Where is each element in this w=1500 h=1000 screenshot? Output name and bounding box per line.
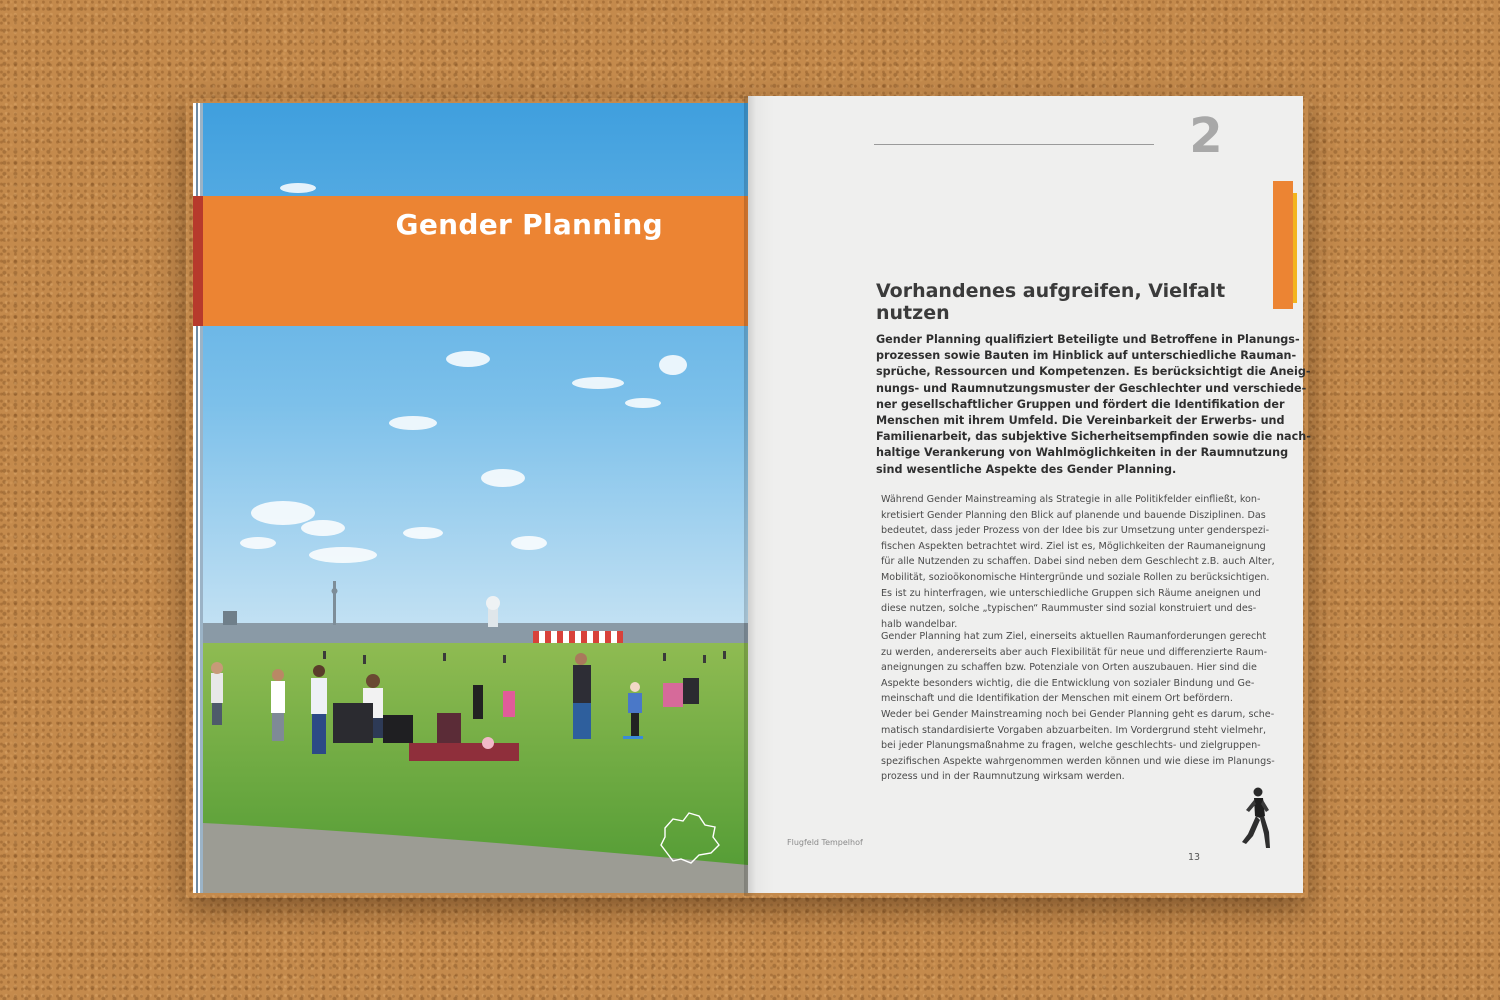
body-line: Gender Planning hat zum Ziel, einerseits aktuellen Raumanforderungen gerecht (881, 631, 1267, 642)
lead-line: haltige Verankerung von Wahlmöglichkeiten in der Raumnutzung (876, 446, 1289, 460)
body-paragraph-3 (881, 707, 1275, 785)
header-rule (874, 144, 1154, 145)
body-paragraph-2 (881, 629, 1268, 707)
lead-line: Menschen mit ihrem Umfeld. Die Vereinbarkeit der Erwerbs- und (876, 414, 1285, 428)
left-page (193, 103, 748, 893)
lead-line: ner gesellschaftlicher Gruppen und fördert die Identifikation der (876, 397, 1285, 411)
page-number: 13 (1188, 852, 1201, 863)
section-title: Gender Planning (395, 208, 663, 241)
body-line: diese nutzen, solche „typischen“ Raummuster sind sozial konstruiert und des- (881, 603, 1257, 615)
lead-line: Familienarbeit, das subjektive Sicherheitsempfinden sowie die nach- (876, 430, 1311, 444)
body-line: spezifischen Aspekte wahrgenommen werden können und wie diese im Planungs- (881, 755, 1275, 767)
booklet-spine (744, 96, 774, 896)
body-line: Aspekte besonders wichtig, die die Entwicklung von sozialer Bindung und Ge- (881, 677, 1255, 689)
photo-caption: Flugfeld Tempelhof (787, 838, 863, 847)
body-line: kretisiert Gender Planning den Blick auf planende und bauende Disziplinen. Das (881, 509, 1266, 521)
body-line: fischen Aspekten betrachtet wird. Ziel ist es, Möglichkeiten der Raumaneignung (881, 540, 1266, 552)
body-line: prozess und in der Raumnutzung wirksam werden. (881, 771, 1125, 783)
lead-paragraph (876, 332, 1311, 478)
body-line: bedeutet, dass jeder Prozess von der Idee bis zur Umsetzung unter genderspezi- (881, 525, 1270, 537)
lead-line: nungs- und Raumnutzungsmuster der Geschlechter und verschiede- (876, 381, 1307, 395)
body-line: Während Gender Mainstreaming als Strategie in alle Politikfelder einfließt, kon- (881, 494, 1261, 505)
body-line: für alle Nutzenden zu schaffen. Dabei sind neben dem Geschlecht z.B. auch Alter, (881, 556, 1275, 568)
body-paragraph-1 (881, 492, 1275, 632)
walking-person-icon (1238, 786, 1274, 854)
title-band-red-strip (193, 196, 203, 326)
body-line: Weder bei Gender Mainstreaming noch bei Gender Planning geht es darum, sche- (881, 709, 1275, 720)
chapter-number: 2 (1189, 108, 1223, 164)
body-line: meinschaft und die Identifikation der Menschen mit einem Ort befördern. (881, 693, 1233, 705)
body-line: aneignungen zu schaffen bzw. Potenziale von Orten auszubauen. Hier sind die (881, 662, 1257, 674)
lead-line: sind wesentliche Aspekte des Gender Planning. (876, 462, 1177, 476)
page-heading: Vorhandenes aufgreifen, Vielfalt nutzen (876, 280, 1226, 324)
lead-line: prozessen sowie Bauten im Hinblick auf unterschiedliche Rauman- (876, 349, 1297, 363)
right-page (748, 96, 1311, 893)
body-line: bei jeder Planungsmaßnahme zu fragen, welche geschlechts- und zielgruppen- (881, 740, 1261, 752)
lead-line: sprüche, Ressourcen und Kompetenzen. Es berücksichtigt die Aneig- (876, 365, 1311, 379)
body-line: matisch standardisierte Vorgaben abzuarbeiten. Im Vordergrund steht vielmehr, (881, 724, 1267, 736)
body-line: halb wandelbar. (881, 618, 958, 630)
body-line: Es ist zu hinterfragen, wie unterschiedliche Gruppen sich Räume aneignen und (881, 587, 1261, 599)
lead-line: Gender Planning qualifiziert Beteiligte und Betroffene in Planungs- (876, 333, 1300, 346)
body-line: Mobilität, sozioökonomische Hintergründe und soziale Rollen zu berücksichtigen. (881, 571, 1270, 583)
body-line: zu werden, andererseits aber auch Flexibilität für neue und differenzierte Raum- (881, 646, 1268, 658)
